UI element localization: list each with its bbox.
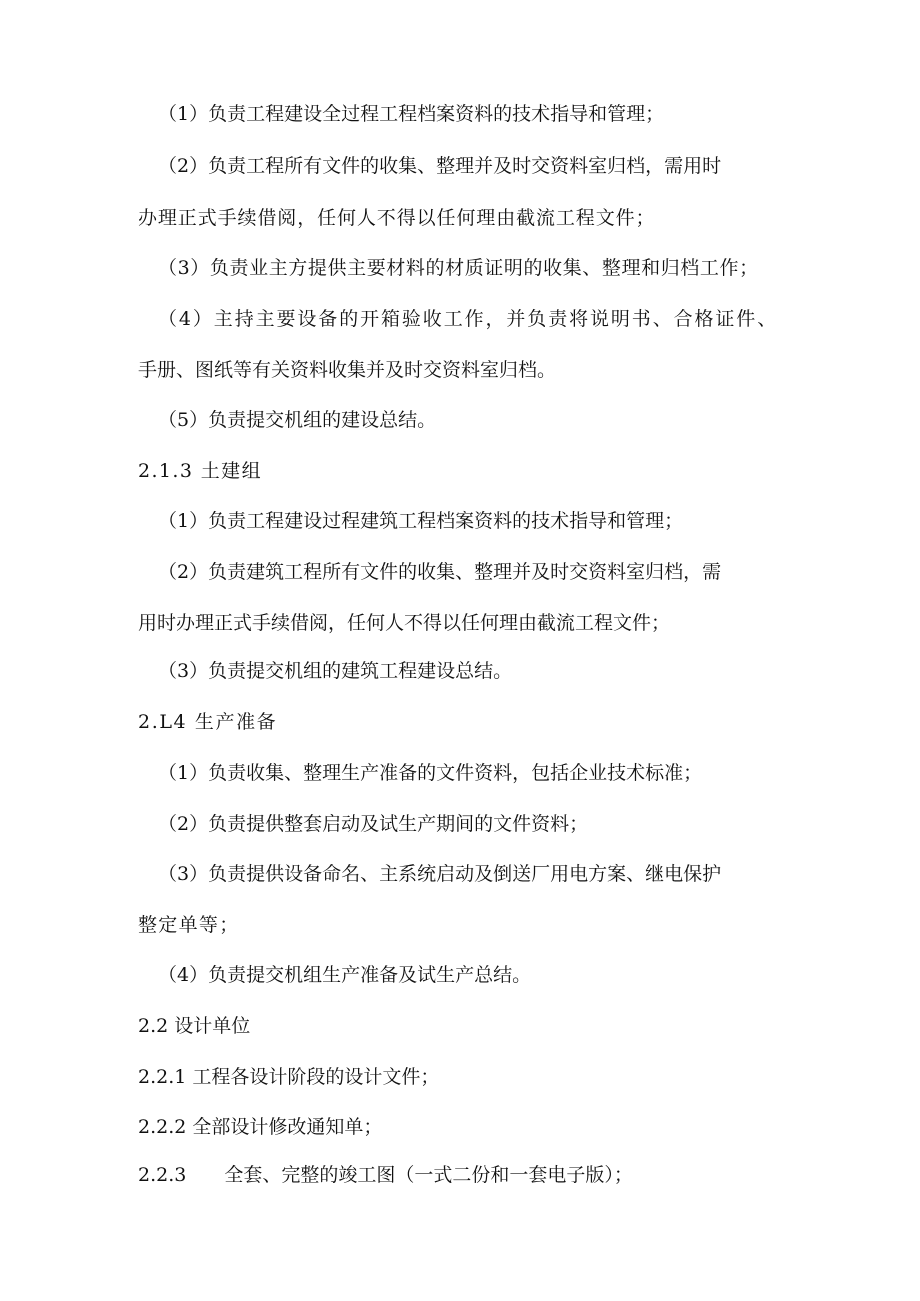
section-heading-2-2: 2.2 设计单位 xyxy=(138,1015,251,1037)
text-line-4: （3）负责业主方提供主要材料的材质证明的收集、整理和归档工作； xyxy=(158,257,759,279)
section-heading-2-1-3: 2.1.3 土建组 xyxy=(138,460,262,482)
text-line-21: 2.2.2 全部设计修改通知单； xyxy=(138,1116,383,1138)
text-line-14: （1）负责收集、整理生产准备的文件资料，包括企业技术标准； xyxy=(158,762,703,784)
text-line-2: （2）负责工程所有文件的收集、整理并及时交资料室归档，需用时 xyxy=(158,155,722,177)
text-line-5: （4）主持主要设备的开箱验收工作，并负责将说明书、合格证件、 xyxy=(158,308,779,330)
text-line-6: 手册、图纸等有关资料收集并及时交资料室归档。 xyxy=(138,359,557,381)
text-line-18: （4）负责提交机组生产准备及试生产总结。 xyxy=(158,964,532,986)
text-line-10: （2）负责建筑工程所有文件的收集、整理并及时交资料室归档，需 xyxy=(158,561,722,583)
text-line-20: 2.2.1 工程各设计阶段的设计文件； xyxy=(138,1066,440,1088)
section-heading-2-1-4: 2.L4 生产准备 xyxy=(138,711,278,733)
text-line-17: 整定单等； xyxy=(138,914,240,936)
text-line-15: （2）负责提供整套启动及试生产期间的文件资料； xyxy=(158,813,589,835)
text-line-1: （1）负责工程建设全过程工程档案资料的技术指导和管理； xyxy=(158,103,665,125)
text-line-12: （3）负责提交机组的建筑工程建设总结。 xyxy=(158,660,513,682)
text-line-3: 办理正式手续借阅，任何人不得以任何理由截流工程文件； xyxy=(138,207,656,229)
text-line-22: 2.2.3 全套、完整的竣工图（一式二份和一套电子版）； xyxy=(138,1164,633,1186)
text-line-16: （3）负责提供设备命名、主系统启动及倒送厂用电方案、继电保护 xyxy=(158,863,722,885)
text-line-11: 用时办理正式手续借阅，任何人不得以任何理由截流工程文件； xyxy=(138,612,671,634)
text-line-7: （5）负责提交机组的建设总结。 xyxy=(158,409,437,431)
text-line-9: （1）负责工程建设过程建筑工程档案资料的技术指导和管理； xyxy=(158,510,684,532)
